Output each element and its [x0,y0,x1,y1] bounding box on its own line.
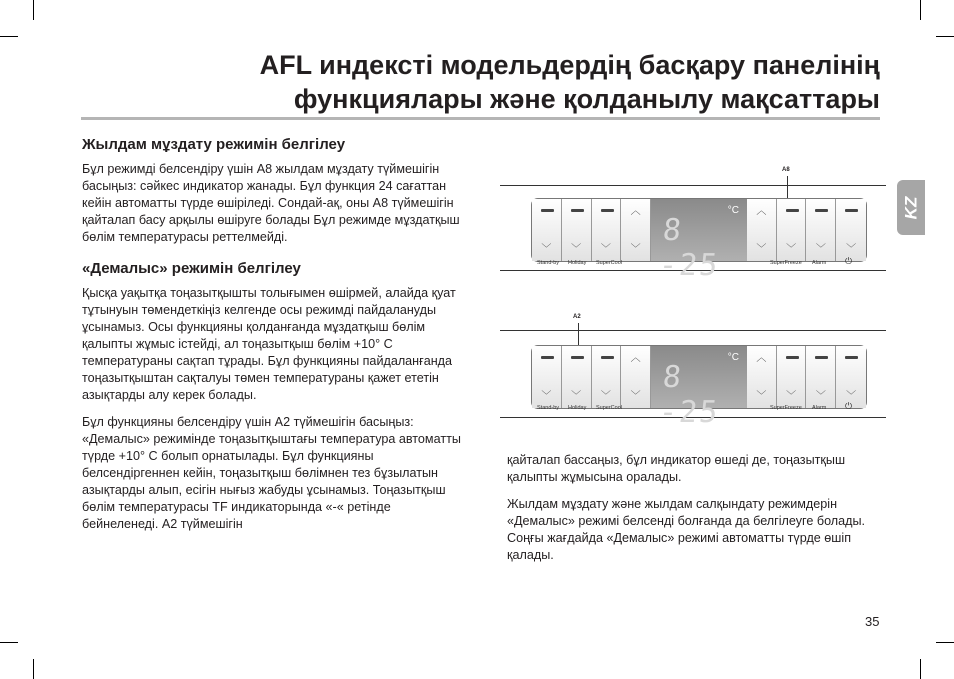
label-superfreeze: SuperFreeze [770,260,802,266]
figure-rule [500,330,886,331]
left-column [82,136,467,543]
holiday-button: ﹀ [562,199,592,261]
standby-button: ﹀ [532,346,562,408]
page-title [260,48,880,116]
alarm-button: ﹀ [806,346,836,408]
language-tab-label: KZ [900,196,920,219]
freezer-temp-button: ︿ ﹀ [747,199,777,261]
paragraph: Қысқа уақытқа тоңазытқышты толығымен өшірмей, алайда қуат тұтынуын төмендеткіңіз келгенде осы режимді пайдалануды ұсынамыз. Осы функцияны қолданғанда мұздатқыш бөлім қалыпты жұмыс істейді, ал тоңазытқыш бөлім +10° C температураны сақтап тұрады. Бұл функцияны пайдаланғанда тоңазытқыштан сақталуы төмен температураны қажет ететін азықтарды алу керек болады. [82,286,456,402]
temperature-display [651,199,747,283]
power-icon: ⏻ [845,401,853,411]
holiday-button: ﹀ [562,346,592,408]
label-alarm: Alarm [812,260,827,266]
paragraph: Бұл режимді белсендіру үшін A8 жылдам мұздату түймешігін басыңыз: сәйкес индикатор жанады. Бұл функция 24 сағаттан кейін автоматты түрде өшіріледі. Сондай-ақ, оны A8 түймешігін қайталап басу арқылы өшіруге болады Бұл режимде мұздатқыш бөлім температурасы реттелмейді. [82,162,460,244]
freezer-temp-button: ︿ ﹀ [747,346,777,408]
display-unit: °C [727,205,739,216]
supercool-button: ﹀ [592,199,622,261]
paragraph: Бұл функцияны белсендіру үшін A2 түймешігін басыңыз: «Демалыс» режимінде тоңазытқыштағы температура автоматты түрде +10° C болып орнатылады. Бұл функцияны белсендіргеннен кейін, тоңазытқыш бөлімнен тез бұзылатын азықтарды алып, есігін нығыз жабуды ұсынамыз. Тоңазытқыш бөлім температурасы TF индикаторында «-« ретінде бейнеленеді. A2 түймешігін [82,415,461,531]
title-divider [81,117,880,120]
label-supercool: SuperCool [596,260,622,266]
label-supercool: SuperCool [596,405,622,411]
callout-a8: A8 [782,167,790,173]
superfreeze-button: ﹀ [777,346,807,408]
crop-mark [920,659,921,679]
crop-mark [920,0,921,20]
label-alarm: Alarm [812,405,827,411]
power-icon: ⏻ [845,256,853,266]
label-standby: Stand-by [537,260,560,266]
temperature-display [651,346,747,430]
crop-mark [936,642,954,643]
alarm-button: ﹀ [806,199,836,261]
title-line-1: AFL индексті модельдердің басқару панелінің [259,50,880,80]
fridge-temp-button: ︿ ﹀ [621,346,651,408]
label-holiday: Holiday [568,260,587,266]
paragraph: Жылдам мұздату және жылдам салқындату режимдерін «Демалыс» режимі белсенді болғанда да белгілеуге болады. Соңғы жағдайда «Демалыс» режимі автоматты түрде өшіп қалады. [507,497,866,562]
label-standby: Stand-by [537,405,560,411]
crop-mark [0,642,18,643]
callout-a2: A2 [573,314,581,320]
language-tab [897,180,925,235]
right-column [507,452,887,574]
power-button: ﹀ [836,346,866,408]
crop-mark [0,36,18,37]
display-digits: 8 -25 [657,213,722,283]
label-superfreeze: SuperFreeze [770,405,802,411]
crop-mark [33,0,34,20]
section-heading-holiday: «Демалыс» режимін белгілеу [82,260,301,277]
control-panel-figure-a2 [531,345,867,430]
page-number: 35 [865,614,880,629]
display-unit: °C [727,352,739,363]
title-line-2: функциялары және қолданылу мақсаттары [293,84,880,114]
label-holiday: Holiday [568,405,587,411]
power-button: ﹀ [836,199,866,261]
crop-mark [33,659,34,679]
supercool-button: ﹀ [592,346,622,408]
standby-button: ﹀ [532,199,562,261]
crop-mark [936,36,954,37]
section-heading-superfreeze: Жылдам мұздату режимін белгілеу [82,136,346,153]
figure-rule [500,185,886,186]
superfreeze-button: ﹀ [777,199,807,261]
display-digits: 8 -25 [657,360,722,430]
fridge-temp-button: ︿ ﹀ [621,199,651,261]
paragraph: қайталап бассаңыз, бұл индикатор өшеді де, тоңазытқыш қалыпты жұмысына оралады. [507,453,846,484]
